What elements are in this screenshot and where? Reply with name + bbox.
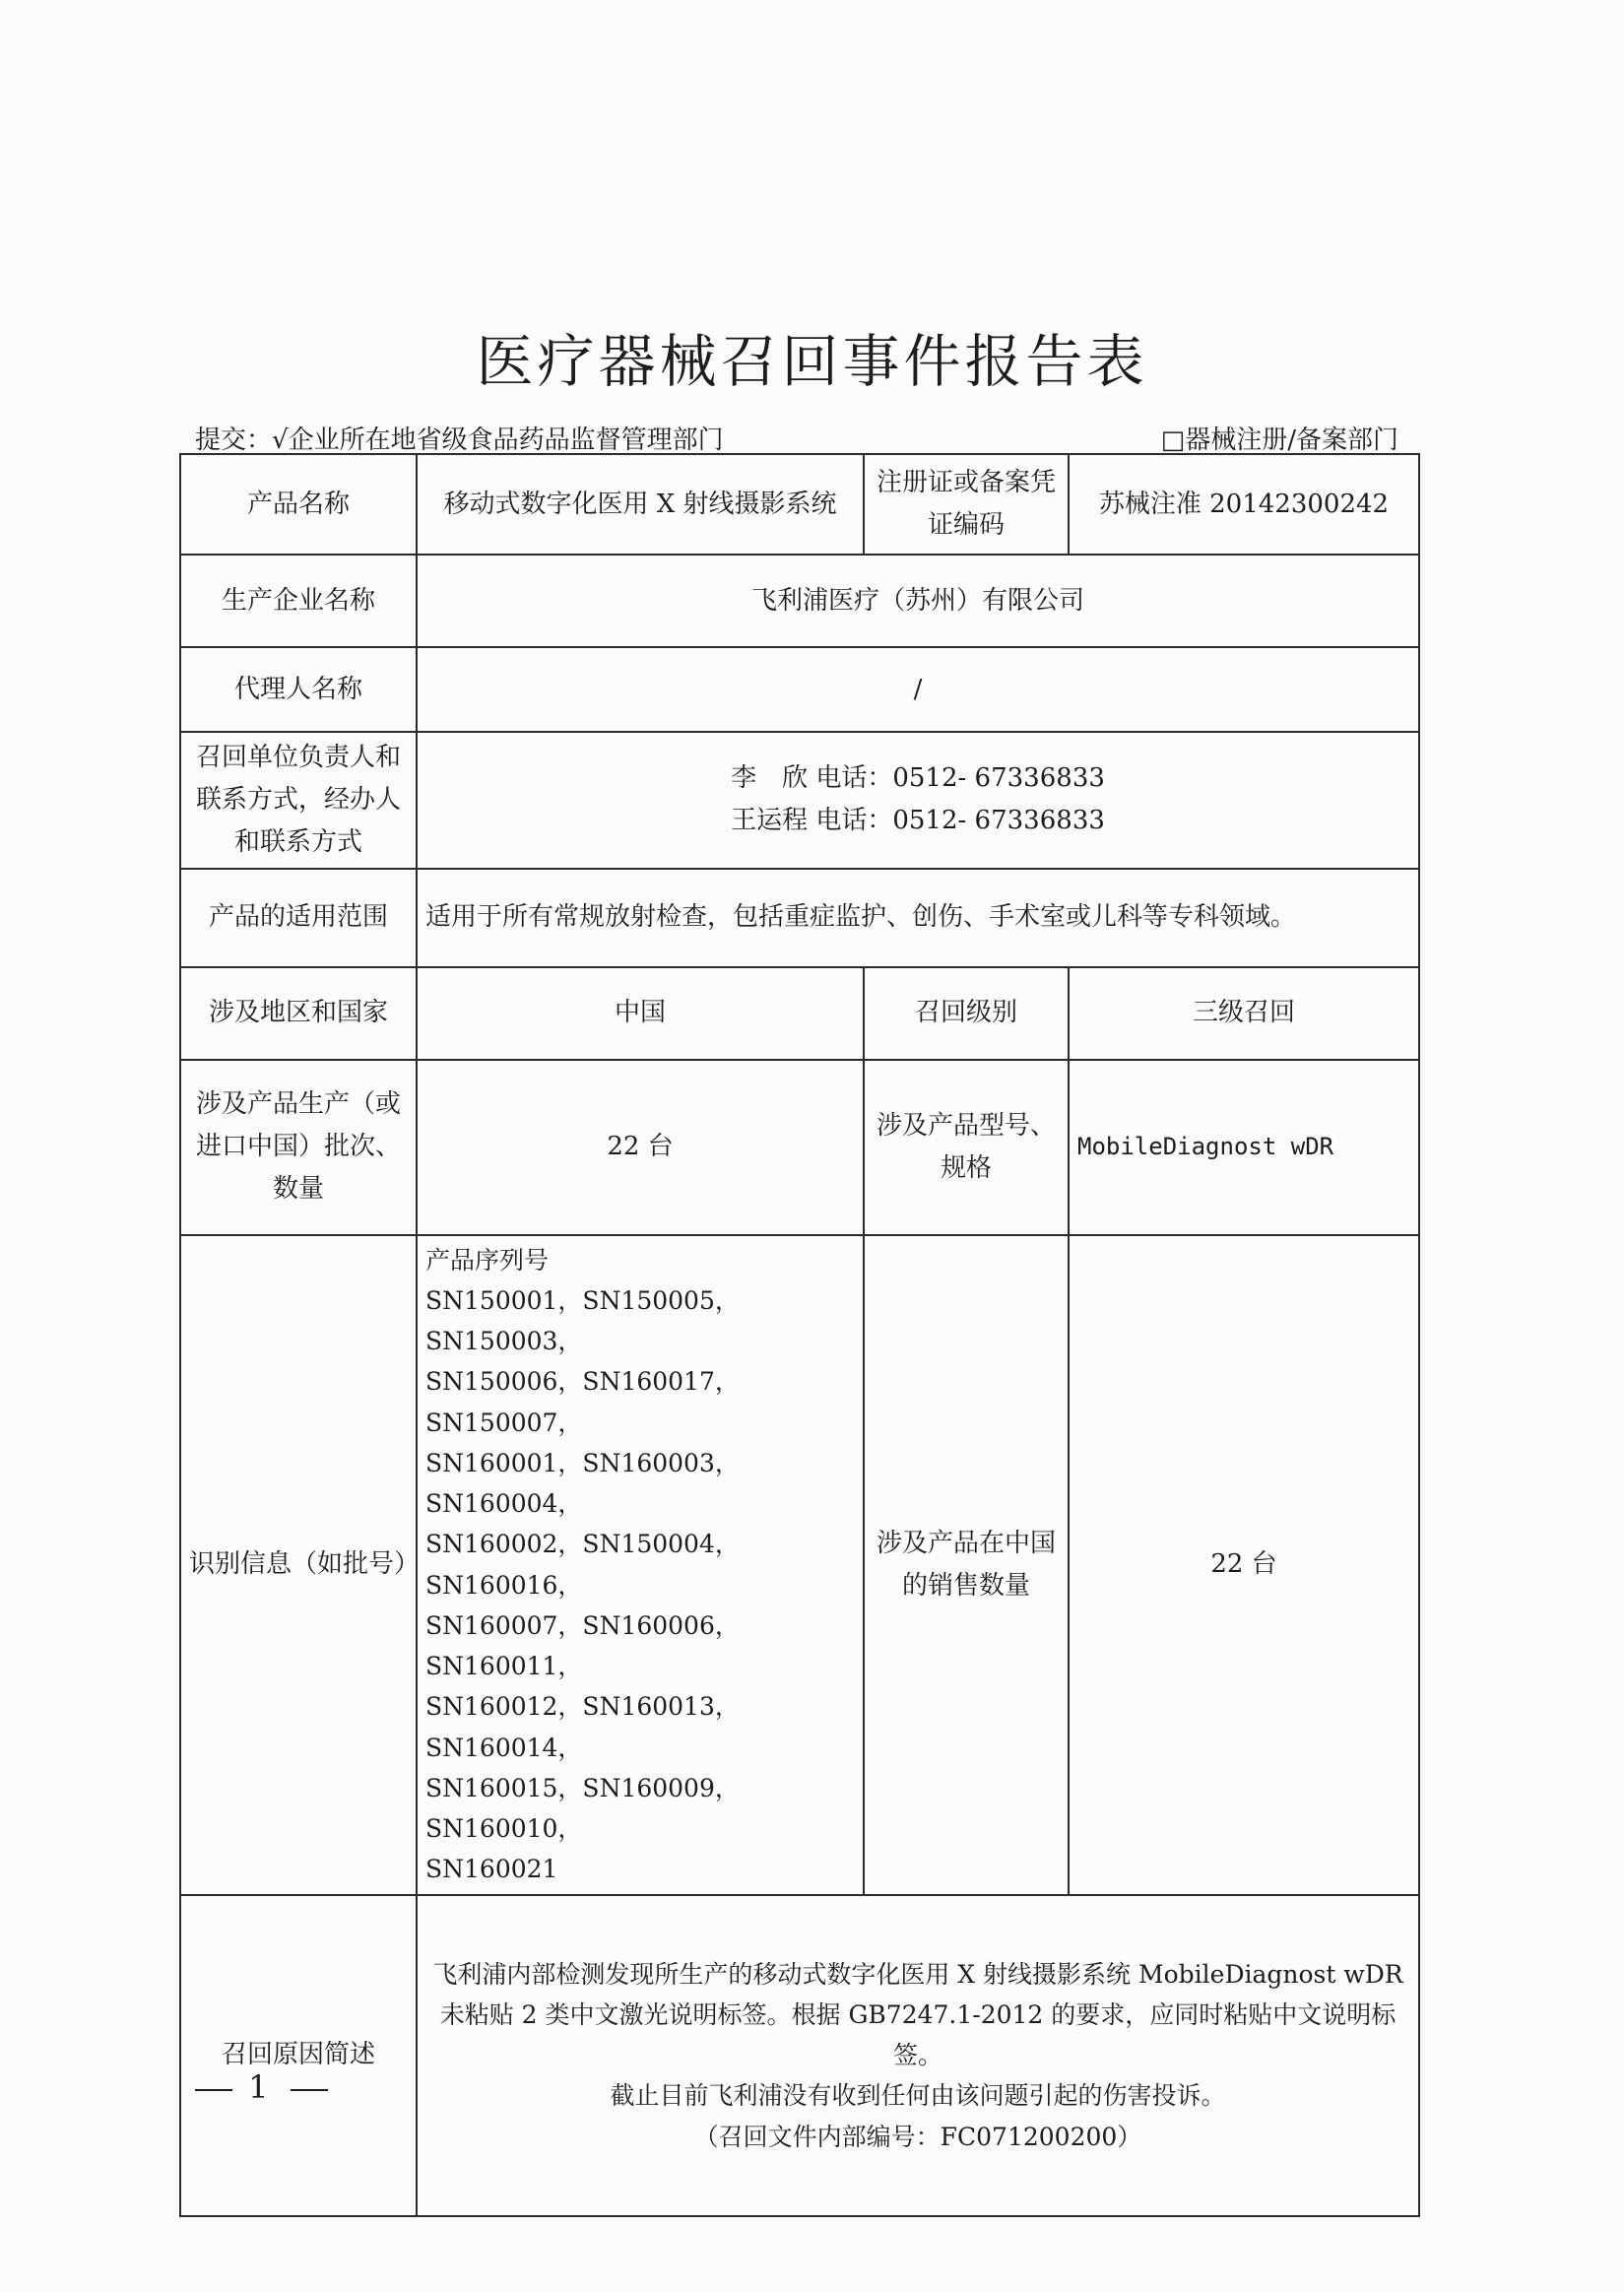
table-row [180, 1060, 1419, 1235]
contact-line-1: 李 欣 电话：0512- 67336833 [731, 763, 1105, 794]
table-row [180, 647, 1419, 732]
page-number-value: 1 [248, 2068, 275, 2106]
submit-registration-dept: □器械注册/备案部门 [1160, 426, 1398, 455]
batch-label: 涉及产品生产（或进口中国）批次、数量 [180, 1060, 417, 1235]
serial-line: SN160001，SN160003，SN160004， [425, 1448, 740, 1519]
page-dash-left [195, 2089, 232, 2091]
region-label: 涉及地区和国家 [180, 967, 417, 1060]
serial-line: SN160007，SN160006，SN160011， [425, 1610, 740, 1681]
scope: 适用于所有常规放射检查，包括重症监护、创伤、手术室或儿科等专科领域。 [417, 869, 1419, 967]
table-row [180, 732, 1419, 869]
form-title: 医疗器械召回事件报告表 [476, 328, 1148, 395]
table-row [180, 555, 1419, 647]
serial-header: 产品序列号 [425, 1245, 550, 1275]
reason-text [417, 1895, 1419, 2216]
submit-row [195, 420, 1398, 455]
contact-label: 召回单位负责人和联系方式，经办人和联系方式 [180, 732, 417, 869]
contact-info [417, 732, 1419, 869]
scope-label: 产品的适用范围 [180, 869, 417, 967]
reason-paragraph: 截止目前飞利浦没有收到任何由该问题引起的伤害投诉。 [610, 2081, 1226, 2111]
serial-list [417, 1235, 864, 1895]
batch-qty: 22 台 [417, 1060, 864, 1235]
id-label: 识别信息（如批号） [180, 1235, 417, 1895]
serial-line: SN160002，SN150004，SN160016， [425, 1530, 740, 1600]
contact-line-2: 王运程 电话：0512- 67336833 [731, 806, 1105, 836]
serial-line: SN150006，SN160017，SN150007， [425, 1367, 740, 1437]
serial-line: SN160021 [425, 1855, 558, 1884]
recall-level: 三级召回 [1069, 967, 1419, 1060]
recall-report-table [179, 453, 1420, 2217]
sales-label: 涉及产品在中国的销售数量 [864, 1235, 1069, 1895]
agent: / [417, 647, 1419, 732]
table-row [180, 1895, 1419, 2216]
table-row [180, 869, 1419, 967]
product-name: 移动式数字化医用 X 射线摄影系统 [417, 454, 864, 555]
page-dash-right [291, 2089, 328, 2091]
reason-label: 召回原因简述 [180, 1895, 417, 2216]
reg-cert-label: 注册证或备案凭证编码 [864, 454, 1069, 555]
serial-line: SN160015，SN160009，SN160010， [425, 1773, 740, 1844]
manufacturer-label: 生产企业名称 [180, 555, 417, 647]
reason-reference: （召回文件内部编号：FC071200200） [693, 2122, 1142, 2151]
table-row [180, 454, 1419, 555]
recall-level-label: 召回级别 [864, 967, 1069, 1060]
table-row [180, 1235, 1419, 1895]
page-number [195, 2068, 328, 2106]
model-label: 涉及产品型号、规格 [864, 1060, 1069, 1235]
model: MobileDiagnost wDR [1069, 1060, 1419, 1235]
manufacturer: 飞利浦医疗（苏州）有限公司 [417, 555, 1419, 647]
submit-provincial: 提交：√企业所在地省级食品药品监督管理部门 [195, 426, 724, 455]
table-row [180, 967, 1419, 1060]
sales-qty: 22 台 [1069, 1235, 1419, 1895]
serial-line: SN160012，SN160013，SN160014， [425, 1692, 740, 1762]
product-name-label: 产品名称 [180, 454, 417, 555]
region: 中国 [417, 967, 864, 1060]
agent-label: 代理人名称 [180, 647, 417, 732]
reason-paragraph: 飞利浦内部检测发现所生产的移动式数字化医用 X 射线摄影系统 MobileDiagnost wDR 未粘贴 2 类中文激光说明标签。根据 GB7247.1-2012 的要求，应同时粘贴中文说明标签。 [432, 1959, 1403, 2070]
serial-line: SN150001，SN150005，SN150003， [425, 1285, 740, 1356]
reg-cert: 苏械注准 20142300242 [1069, 454, 1419, 555]
